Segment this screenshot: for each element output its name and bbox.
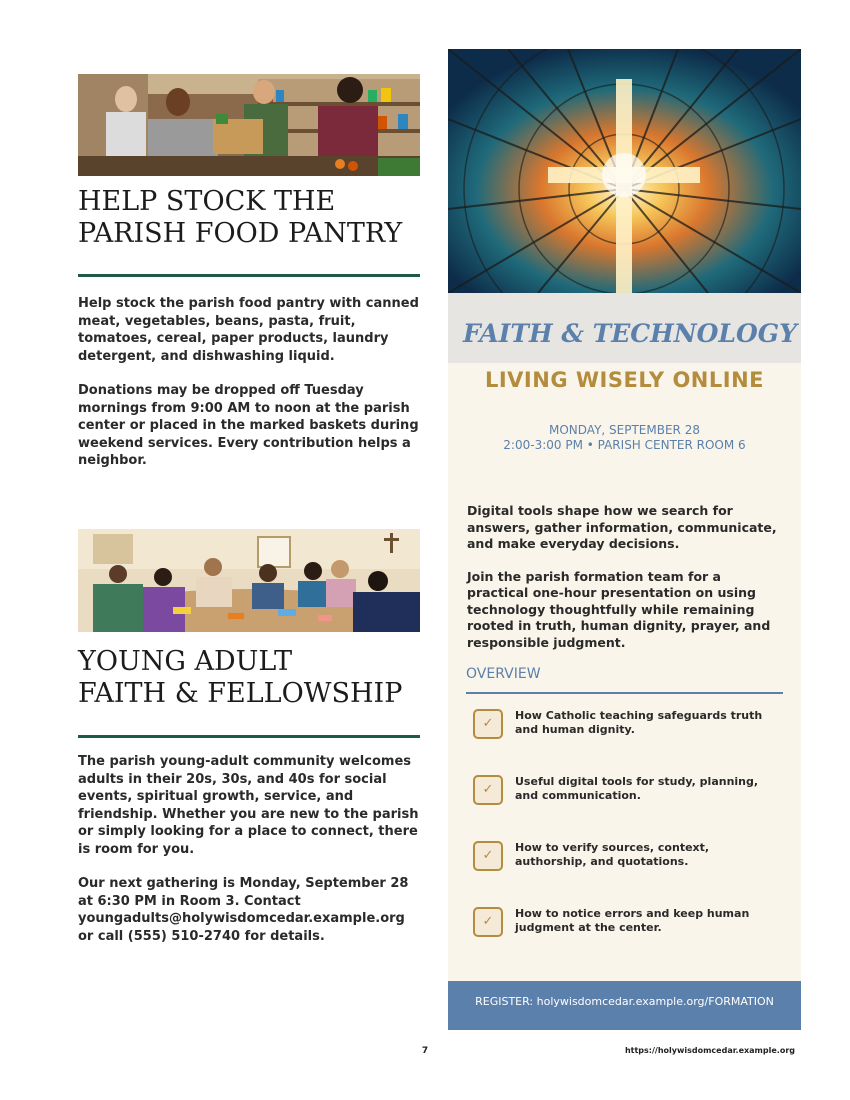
footer-url-link[interactable]: https://holywisdomcedar.example.org [624, 1046, 795, 1055]
page-number: 7 [421, 1046, 429, 1056]
event-paragraph: Join the parish formation team for a practical one-hour presentation on using technology thoughtfully while remaining rooted in truth, human dignity, prayer, and responsible judgment. [467, 568, 771, 650]
event-paragraph: Digital tools shape how we search for answers, gather information, communicate, and make everyday decisions. [467, 503, 777, 551]
overview-label: OVERVIEW [466, 666, 541, 682]
food-pantry-heading: HELP STOCK THE PARISH FOOD PANTRY [78, 186, 403, 249]
food-pantry-body [78, 295, 423, 487]
overview-item [473, 709, 773, 749]
food-pantry-paragraph: Donations may be dropped off Tuesday mornings from 9:00 AM to noon at the parish center or placed in the marked baskets during weekend services. Every contribution helps a neighbor. [78, 383, 419, 468]
event-time-location: 2:00-3:00 PM • PARISH CENTER ROOM 6 [503, 438, 746, 452]
stained-glass-cross-illustration [448, 49, 801, 293]
overview-item-text: How to notice errors and keep human judgment at the center. [515, 907, 750, 934]
food-pantry-paragraph: Help stock the parish food pantry with canned meat, vegetables, beans, pasta, fruit, tomatoes, cereal, paper products, laundry detergent, and dishwashing liquid. [78, 296, 419, 364]
overview-item [473, 841, 773, 881]
overview-item-text: Useful digital tools for study, planning, and communication. [515, 775, 759, 802]
checkbox-check-icon: ✓ [473, 709, 503, 739]
event-hero-image [448, 49, 801, 293]
overview-item-text: How to verify sources, context, authorship, and quotations. [515, 841, 710, 868]
event-description [467, 503, 785, 667]
overview-item [473, 907, 773, 947]
checkbox-check-icon: ✓ [473, 775, 503, 805]
food-pantry-photo [78, 74, 420, 176]
food-pantry-rule [78, 274, 420, 277]
young-adult-heading: YOUNG ADULT FAITH & FELLOWSHIP [78, 646, 403, 709]
overview-item-text: How Catholic teaching safeguards truth and human dignity. [515, 709, 763, 736]
register-link[interactable]: REGISTER: holywisdomcedar.example.org/FORMATION [448, 981, 801, 1030]
event-title-band [448, 293, 801, 363]
young-adult-paragraph: The parish young-adult community welcomes adults in their 20s, 30s, and 40s for social events, spiritual growth, service, and friendship. Whether you are new to the parish or simply looking for a place to connect, there is room for you. [78, 754, 419, 857]
checkbox-check-icon: ✓ [473, 907, 503, 937]
overview-item [473, 775, 773, 815]
young-adult-rule [78, 735, 420, 738]
young-adult-photo [78, 529, 420, 632]
checkbox-check-icon: ✓ [473, 841, 503, 871]
event-date: MONDAY, SEPTEMBER 28 [549, 423, 700, 437]
young-adult-paragraph: Our next gathering is Monday, September 28 at 6:30 PM in Room 3. Contact youngadults@holywisdomcedar.example.org or call (555) 510-2740 for details. [78, 876, 409, 944]
event-subtitle: LIVING WISELY ONLINE [484, 368, 764, 392]
event-title: FAITH & TECHNOLOGY [463, 319, 797, 348]
young-adult-photo-illustration [78, 529, 420, 632]
overview-rule [466, 692, 783, 694]
food-pantry-photo-illustration [78, 74, 420, 176]
young-adult-body [78, 753, 423, 962]
